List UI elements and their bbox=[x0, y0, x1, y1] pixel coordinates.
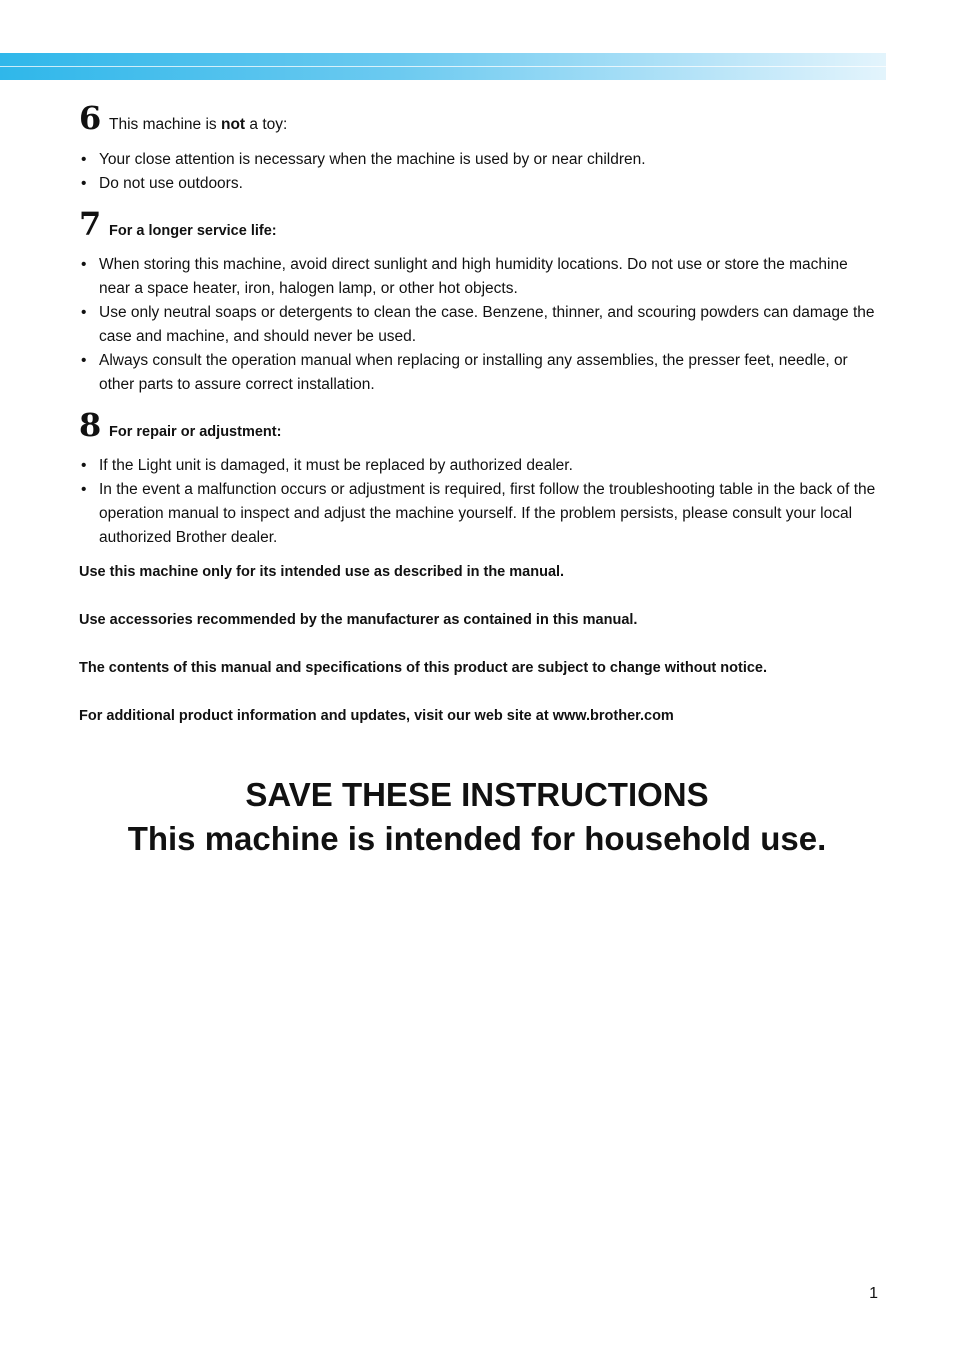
page-number: 1 bbox=[869, 1285, 878, 1302]
section-7-heading bbox=[79, 206, 879, 242]
section-6 bbox=[79, 100, 879, 196]
note-change-notice: The contents of this manual and specifications of this product are subject to change without notice. bbox=[79, 660, 768, 676]
section-8 bbox=[79, 407, 879, 550]
household-use-title: This machine is intended for household use. bbox=[127, 820, 827, 857]
list-item: • In the event a malfunction occurs or adjustment is required, first follow the troubleshooting table in the back of the operation manual to inspect and adjust the machine yourself. If the problem persists, please consult your local authorized Brother dealer. bbox=[79, 478, 879, 550]
section-7-bullets bbox=[79, 253, 879, 397]
section-8-title: For repair or adjustment: bbox=[109, 424, 282, 440]
section-8-heading bbox=[79, 407, 879, 443]
save-instructions bbox=[0, 773, 954, 861]
note-website: For additional product information and updates, visit our web site at www.brother.com bbox=[79, 708, 674, 724]
note-intended-use: Use this machine only for its intended use as described in the manual. bbox=[79, 564, 565, 580]
list-item: • Use only neutral soaps or detergents to clean the case. Benzene, thinner, and scouring powders can damage the case and machine, and should never be used. bbox=[79, 301, 879, 349]
section-6-heading bbox=[79, 100, 879, 136]
section-number: 7 bbox=[79, 205, 102, 243]
list-item: • Always consult the operation manual when replacing or installing any assemblies, the presser feet, needle, or other parts to assure correct installation. bbox=[79, 349, 879, 397]
notes bbox=[79, 560, 879, 728]
list-item: • Do not use outdoors. bbox=[79, 172, 879, 196]
section-6-intro bbox=[109, 116, 287, 134]
intro-after: a toy: bbox=[245, 116, 288, 133]
save-title: SAVE THESE INSTRUCTIONS bbox=[245, 776, 709, 813]
header-band bbox=[0, 53, 886, 80]
section-7-title: For a longer service life: bbox=[109, 223, 277, 239]
list-item: • If the Light unit is damaged, it must be replaced by authorized dealer. bbox=[79, 454, 879, 478]
header-band-line bbox=[0, 66, 886, 67]
section-number: 8 bbox=[79, 406, 102, 444]
list-item: • When storing this machine, avoid direct sunlight and high humidity locations. Do not use or store the machine near a space heater, iron, halogen lamp, or other hot objects. bbox=[79, 253, 879, 301]
list-item: • Your close attention is necessary when the machine is used by or near children. bbox=[79, 148, 879, 172]
intro-emphasis: not bbox=[220, 116, 246, 133]
section-7 bbox=[79, 206, 879, 397]
section-8-bullets bbox=[79, 454, 879, 550]
section-6-bullets bbox=[79, 148, 879, 196]
page-content bbox=[79, 100, 879, 752]
intro-before: This machine is bbox=[109, 116, 221, 133]
section-number: 6 bbox=[79, 99, 102, 137]
note-accessories: Use accessories recommended by the manufacturer as contained in this manual. bbox=[79, 612, 638, 628]
